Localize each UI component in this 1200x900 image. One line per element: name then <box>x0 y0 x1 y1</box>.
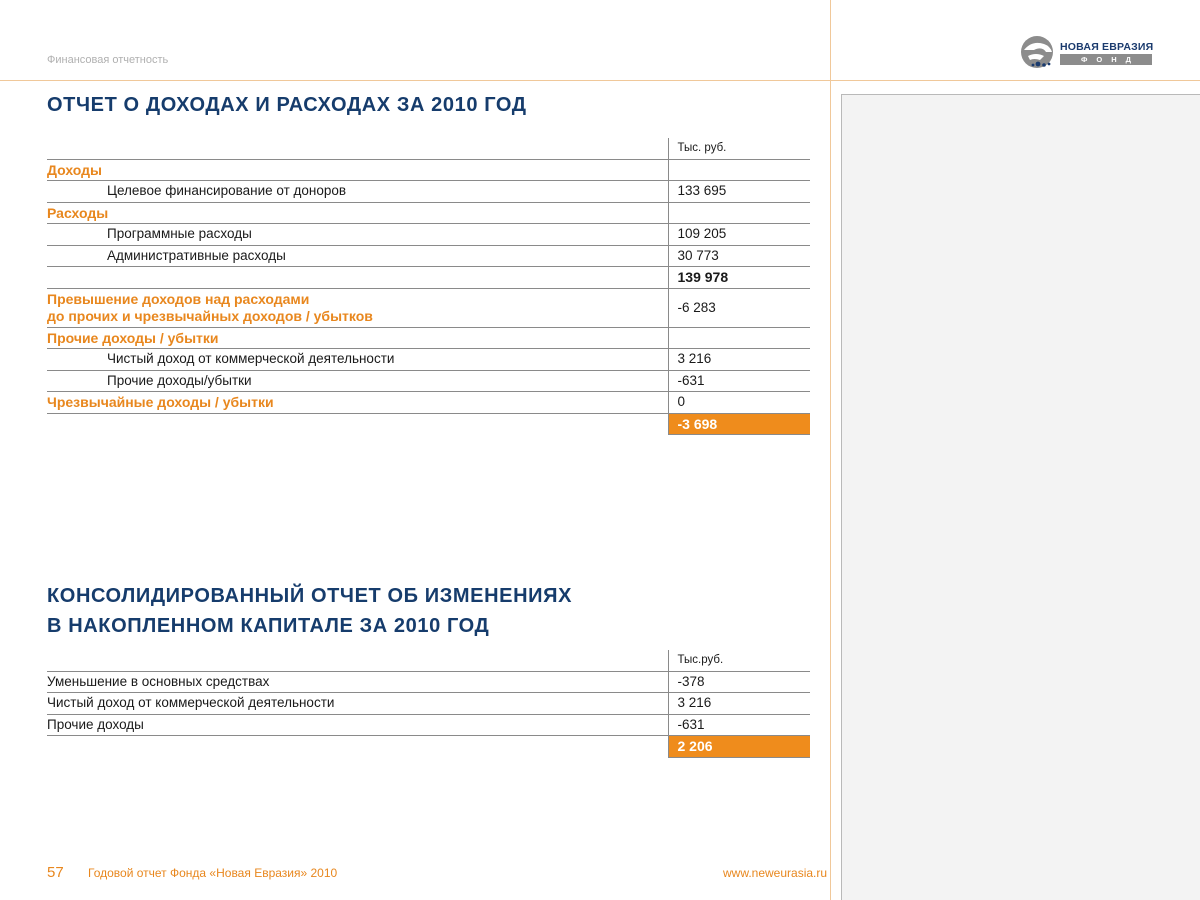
row-label: Прочие доходы/убытки <box>47 370 668 392</box>
section-label: Финансовая отчетность <box>47 54 169 66</box>
row-label <box>47 413 668 435</box>
report2-title-line1: КОНСОЛИДИРОВАННЫЙ ОТЧЕТ ОБ ИЗМЕНЕНИЯХ <box>47 585 573 607</box>
row-label: Расходы <box>47 202 668 224</box>
table-row <box>47 392 810 414</box>
row-value: -378 <box>668 671 810 693</box>
table-row <box>47 349 810 371</box>
expenses-total-value: 139 978 <box>668 267 810 289</box>
row-value: -6 283 <box>668 288 810 327</box>
row-label: Целевое финансирование от доноров <box>47 181 668 203</box>
table-header-row <box>47 138 810 159</box>
report2-title <box>47 581 572 641</box>
capital-changes-table <box>47 650 810 758</box>
table-row <box>47 181 810 203</box>
row-label <box>47 736 668 758</box>
row-value: 3 216 <box>668 349 810 371</box>
footer-report-title: Годовой отчет Фонда «Новая Евразия» 2010 <box>88 866 338 880</box>
table-row-total <box>47 736 810 758</box>
logo-subtitle: ФОНД <box>1081 55 1140 64</box>
vertical-guide-line <box>830 0 831 900</box>
row-label: Чистый доход от коммерческой деятельности <box>47 349 668 371</box>
row-value: 133 695 <box>668 181 810 203</box>
row-value: -631 <box>668 370 810 392</box>
table-header-row <box>47 650 810 671</box>
table-row <box>47 224 810 246</box>
row-value: -631 <box>668 714 810 736</box>
row-label: Чистый доход от коммерческой деятельности <box>47 693 668 715</box>
row-value <box>668 202 810 224</box>
row-value: 3 216 <box>668 693 810 715</box>
unit-label: Тыс. руб. <box>668 138 810 159</box>
row-label: Программные расходы <box>47 224 668 246</box>
table-row <box>47 202 810 224</box>
row-value <box>668 327 810 349</box>
row-value: 30 773 <box>668 245 810 267</box>
table-row <box>47 159 810 181</box>
grand-total-value: 2 206 <box>668 736 810 758</box>
table-row <box>47 714 810 736</box>
row-label: Чрезвычайные доходы / убытки <box>47 392 668 414</box>
grand-total-value: -3 698 <box>668 413 810 435</box>
table-row-subtotal <box>47 267 810 289</box>
footer-website-link[interactable]: www.neweurasia.ru <box>723 866 828 880</box>
row-label: Доходы <box>47 159 668 181</box>
row-label: Административные расходы <box>47 245 668 267</box>
row-value <box>668 159 810 181</box>
table-row <box>47 671 810 693</box>
globe-logo-icon <box>1018 34 1058 72</box>
income-expense-table <box>47 138 810 435</box>
logo-title: НОВАЯ ЕВРАЗИЯ <box>1060 41 1154 53</box>
row-label <box>47 288 668 327</box>
row-label-line1: Превышение доходов над расходами <box>47 290 310 307</box>
report2-title-line2: В НАКОПЛЕННОМ КАПИТАЛЕ ЗА 2010 ГОД <box>47 615 490 637</box>
table-row <box>47 245 810 267</box>
table-row-total <box>47 413 810 435</box>
header-divider <box>0 80 1200 81</box>
unit-label: Тыс.руб. <box>668 650 810 671</box>
row-label: Прочие доходы <box>47 714 668 736</box>
table-row <box>47 370 810 392</box>
page-number: 57 <box>47 864 64 881</box>
table-row <box>47 327 810 349</box>
row-label <box>47 267 668 289</box>
foundation-logo <box>1018 34 1158 74</box>
report1-title: ОТЧЕТ О ДОХОДАХ И РАСХОДАХ ЗА 2010 ГОД <box>47 94 527 116</box>
row-label: Прочие доходы / убытки <box>47 327 668 349</box>
table-row <box>47 288 810 327</box>
row-label: Уменьшение в основных средствах <box>47 671 668 693</box>
row-value: 0 <box>668 392 810 414</box>
row-value: 109 205 <box>668 224 810 246</box>
table-row <box>47 693 810 715</box>
side-panel <box>841 94 1200 900</box>
row-label-line2: до прочих и чрезвычайных доходов / убытков <box>47 307 373 324</box>
